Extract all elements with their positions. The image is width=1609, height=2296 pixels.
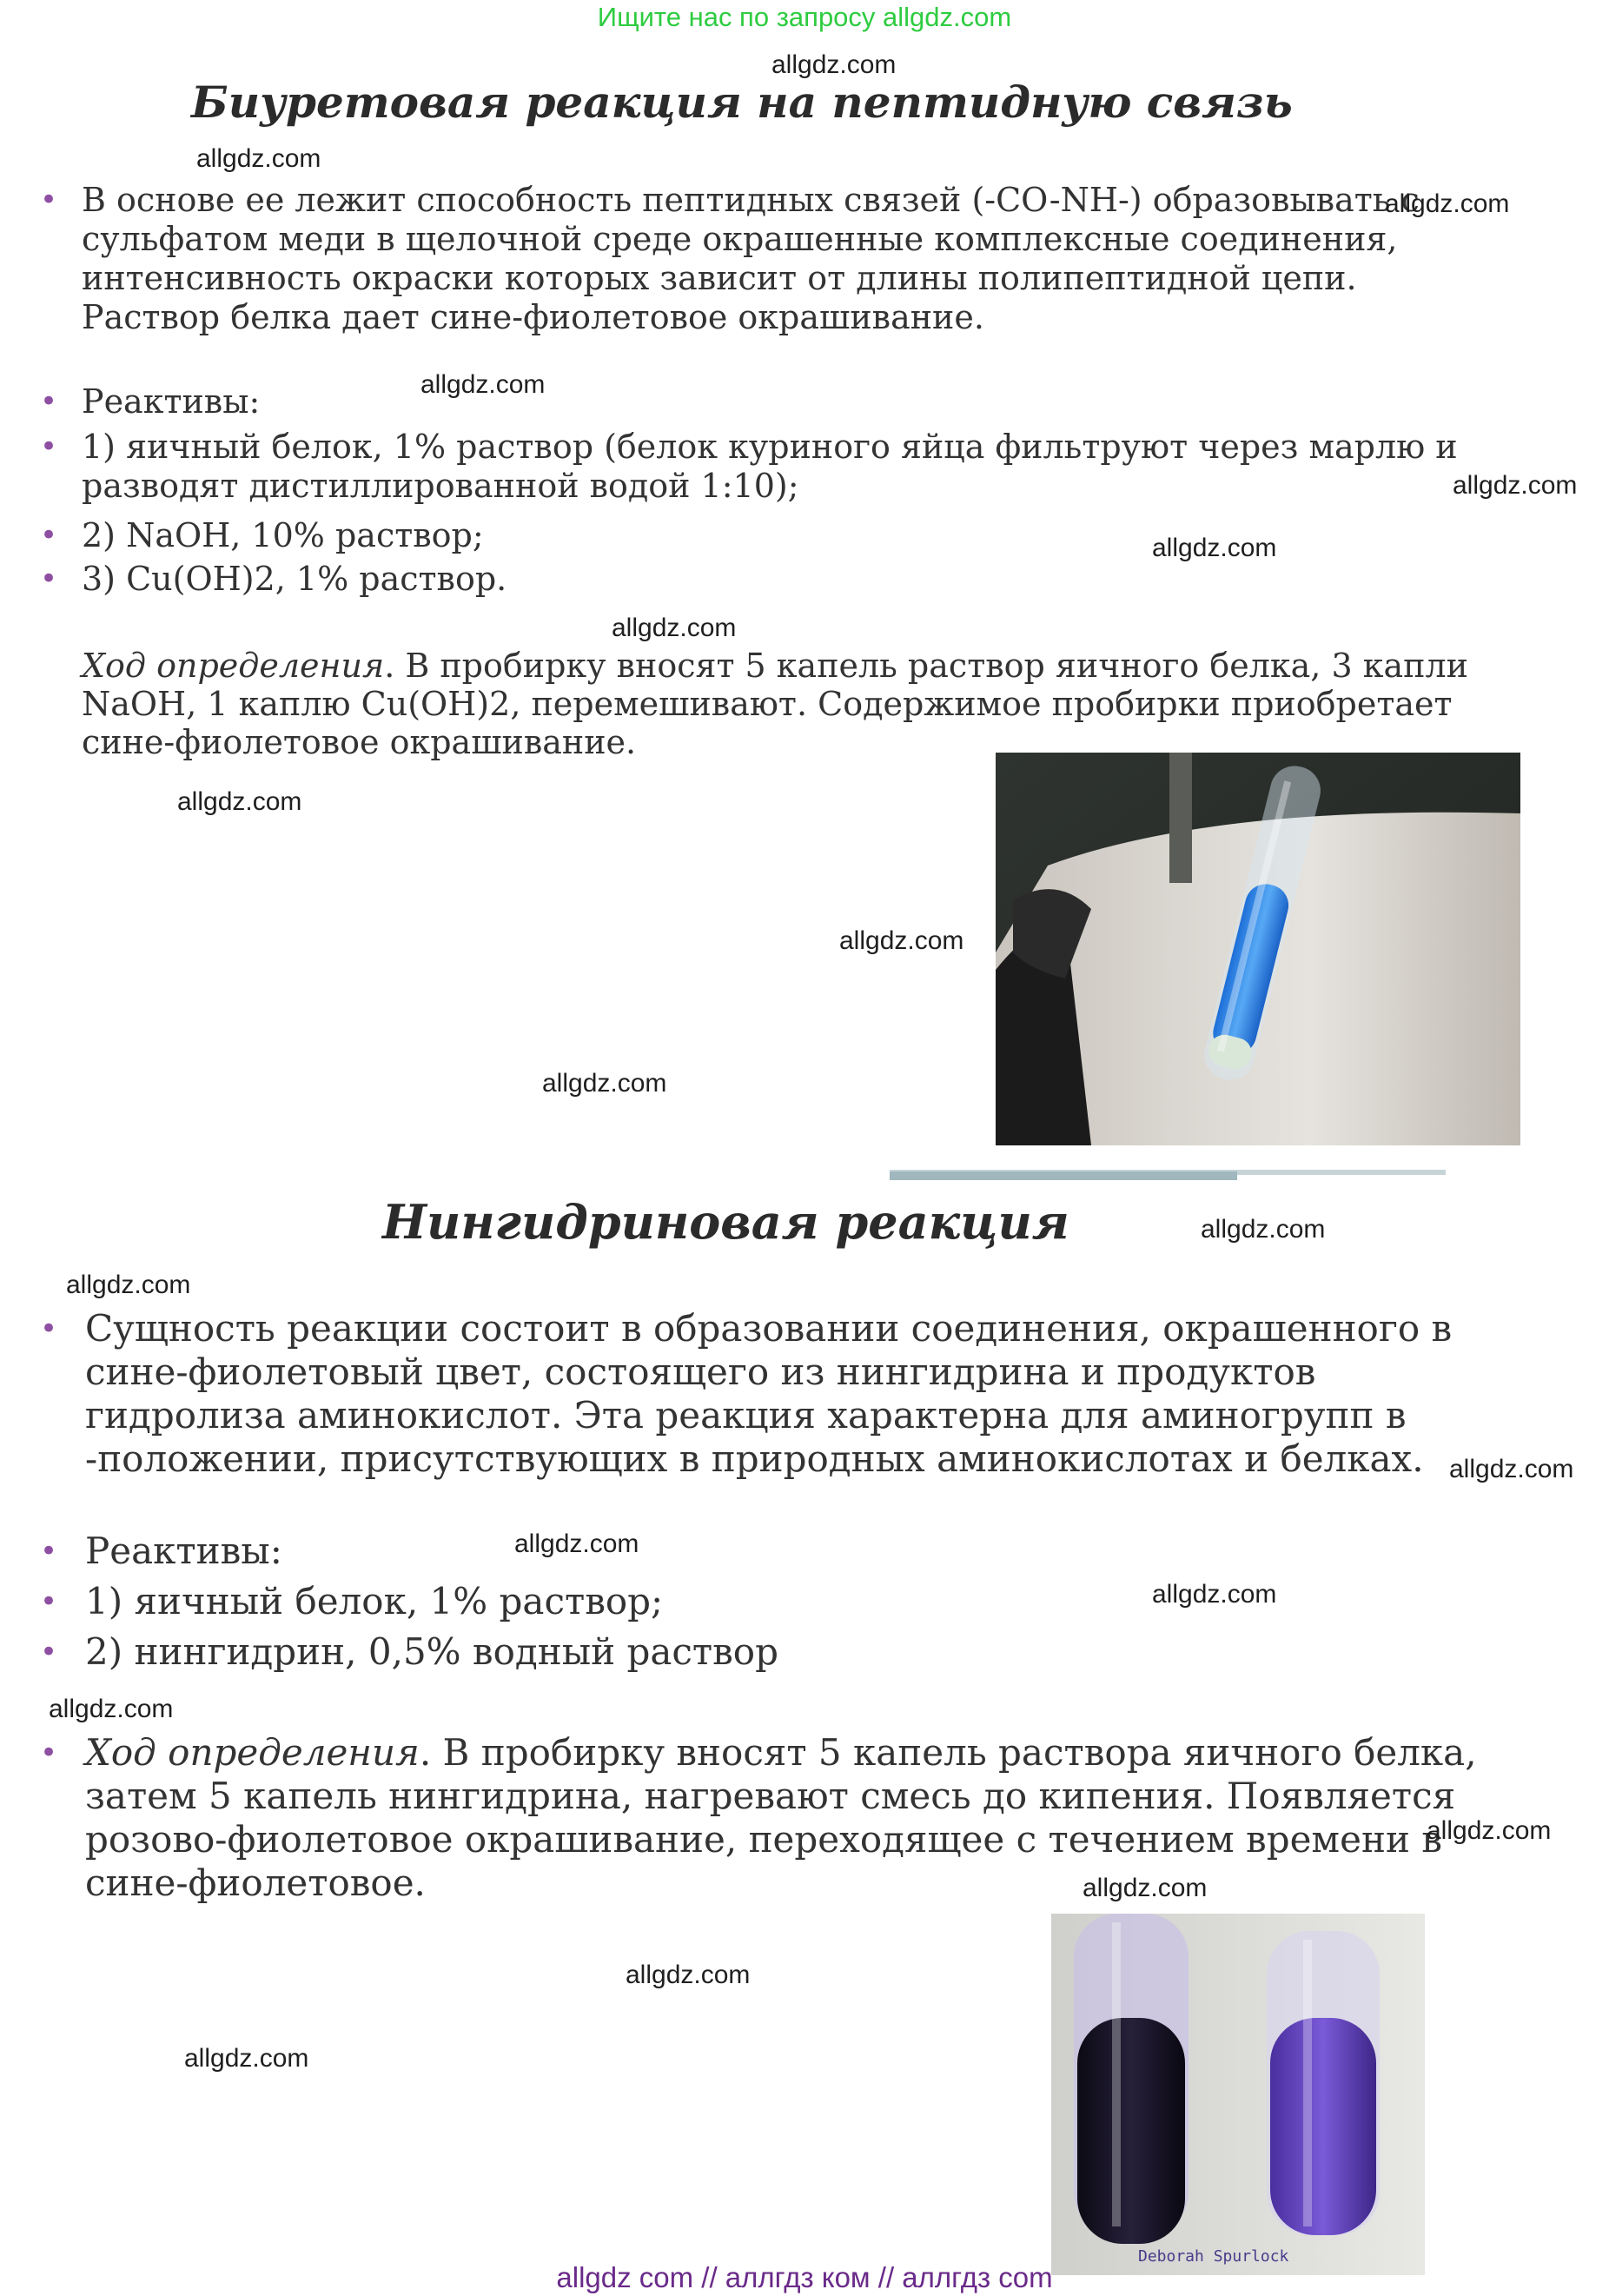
ninhydrin-photo-drawing bbox=[1051, 1914, 1425, 2275]
biuret-title: Биуретовая реакция на пептидную связь bbox=[191, 76, 1293, 128]
watermark: allgdz.com bbox=[1152, 534, 1277, 562]
footer-links: allgdz com // аллгдз ком // аллгдз com bbox=[556, 2261, 1053, 2293]
watermark: allgdz.com bbox=[1385, 189, 1510, 218]
watermark: allgdz.com bbox=[1083, 1874, 1208, 1902]
ninhydrin-bullet-procedure bbox=[40, 1731, 1493, 1905]
watermark: allgdz.com bbox=[612, 614, 737, 642]
watermark: allgdz.com bbox=[177, 787, 302, 816]
biuret-bullet-reagent-3: • 3) Cu(OH)2, 1% раствор. bbox=[40, 560, 507, 599]
ninhydrin-bullet-principle: • Сущность реакции состоит в образовании соединения, окрашенного в сине-фиолетовый цвет, состоящего из нингидрина и продуктов гидролиза аминокислот. Эта реакция характерна для аминогрупп в -положении, присутствующих в природных аминокислотах и белках. bbox=[40, 1307, 1493, 1481]
biuret-bullet-principle: • В основе ее лежит способность пептидных связей (-CO-NH-) образовывать с сульфатом меди в щелочной среде окрашенные комплексные соединения, интенсивность окраски которых зависит от длины полипептидной цепи. Раствор белка дает сине-фиолетовое окрашивание. bbox=[40, 181, 1489, 337]
ninhydrin-procedure-label: Ход определения bbox=[85, 1731, 420, 1774]
ninhydrin-bullet-reagent-2: • 2) нингидрин, 0,5% водный раствор bbox=[40, 1630, 778, 1674]
watermark: allgdz.com bbox=[1152, 1580, 1277, 1609]
photo-caption: Deborah Spurlock bbox=[1138, 2247, 1289, 2266]
watermark: allgdz.com bbox=[420, 370, 546, 399]
biuret-photo-drawing bbox=[996, 753, 1520, 1145]
ninhydrin-procedure-text: . В пробирку вносят 5 капель раствора яичного белка, затем 5 капель нингидрина, нагревают смесь до кипения. Появляется розово-фиолетовое окрашивание, переходящее с течением времени в сине-фиолетовое. bbox=[85, 1731, 1477, 1904]
top-banner: Ищите нас по запросу allgdz.com bbox=[597, 2, 1012, 32]
watermark: allgdz.com bbox=[1449, 1455, 1574, 1483]
watermark: allgdz.com bbox=[542, 1069, 667, 1098]
biuret-bullet-reagents: • Реактивы: bbox=[40, 382, 260, 421]
biuret-test-tube-photo bbox=[996, 753, 1520, 1145]
watermark: allgdz.com bbox=[184, 2044, 309, 2073]
ninhydrin-test-tubes-photo bbox=[1051, 1914, 1425, 2275]
watermark: allgdz.com bbox=[49, 1695, 174, 1723]
watermark: allgdz.com bbox=[66, 1271, 191, 1299]
biuret-procedure-label: Ход определения bbox=[82, 647, 385, 685]
biuret-bullet-reagent-2: • 2) NaOH, 10% раствор; bbox=[40, 516, 484, 555]
watermark: allgdz.com bbox=[771, 50, 897, 79]
section-divider-accent bbox=[890, 1171, 1237, 1180]
ninhydrin-bullet-reagent-1: • 1) яичный белок, 1% раствор; bbox=[40, 1580, 663, 1623]
watermark: allgdz.com bbox=[626, 1961, 751, 1989]
ninhydrin-title: Нингидриновая реакция bbox=[382, 1194, 1069, 1250]
watermark: allgdz.com bbox=[1453, 471, 1578, 500]
biuret-procedure bbox=[82, 647, 1472, 761]
watermark: allgdz.com bbox=[196, 144, 321, 173]
watermark: allgdz.com bbox=[514, 1530, 639, 1558]
watermark: allgdz.com bbox=[1427, 1816, 1552, 1845]
watermark: allgdz.com bbox=[1201, 1215, 1326, 1244]
biuret-bullet-reagent-1: • 1) яичный белок, 1% раствор (белок куриного яйца фильтруют через марлю и разводят дистиллированной водой 1:10); bbox=[40, 428, 1472, 506]
ninhydrin-bullet-reagents: • Реактивы: bbox=[40, 1530, 282, 1573]
watermark: allgdz.com bbox=[839, 926, 964, 955]
biuret-procedure-text: . В пробирку вносят 5 капель раствор яичного белка, 3 капли NaOH, 1 каплю Cu(OH)2, перемешивают. Содержимое пробирки приобретает сине-фиолетовое окрашивание. bbox=[82, 647, 1468, 761]
